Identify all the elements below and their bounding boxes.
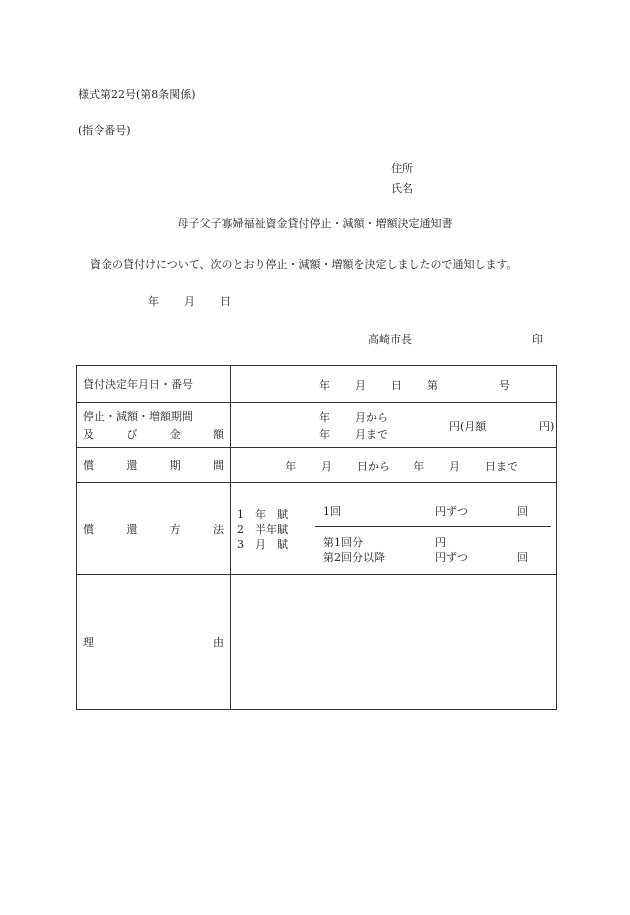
repay-to-year: 年 xyxy=(413,460,424,473)
date-month: 月 xyxy=(184,295,195,308)
decision-go: 号 xyxy=(499,379,510,392)
from-year: 年 xyxy=(319,411,330,424)
row-repayment-method xyxy=(77,483,557,575)
row-repayment-period xyxy=(77,448,557,483)
option-monthly: 3 月 賦 xyxy=(237,538,288,551)
repay-to-month: 月 xyxy=(449,460,460,473)
form-number: 様式第22号(第8条関係) xyxy=(78,88,196,101)
row-reason xyxy=(77,575,557,710)
row-decision-date xyxy=(77,366,557,403)
notice-table xyxy=(76,365,557,710)
installment-times: 回 xyxy=(517,505,528,518)
monthly-amount: 円(月額 xyxy=(449,420,487,433)
method-divider xyxy=(315,526,551,527)
name-label: 氏名 xyxy=(391,182,413,195)
mayor-title: 高崎市長 xyxy=(368,333,412,346)
installment-each: 円ずつ xyxy=(435,505,468,518)
label-repayment-period: 償 還 期 間 xyxy=(77,448,231,483)
option-annual: 1 年 賦 xyxy=(237,508,288,521)
seal-mark: 印 xyxy=(532,333,543,346)
decision-month: 月 xyxy=(355,379,366,392)
later-installment-times: 回 xyxy=(517,551,528,564)
date-year: 年 xyxy=(148,295,159,308)
decision-dai: 第 xyxy=(427,379,438,392)
label-period-amount: 停止・減額・増額期間 及 び 金 額 xyxy=(77,403,231,448)
later-installment-each: 円ずつ xyxy=(435,551,468,564)
from-month: 月から xyxy=(355,411,388,424)
installment-count: 1回 xyxy=(323,505,341,518)
row-period-amount xyxy=(77,403,557,448)
date-day: 日 xyxy=(220,295,231,308)
to-month: 月まで xyxy=(355,428,388,441)
repay-from-month: 月 xyxy=(321,460,332,473)
decision-day: 日 xyxy=(391,379,402,392)
label-repayment-method: 償 還 方 法 xyxy=(77,483,231,575)
option-semiannual: 2 半年賦 xyxy=(237,523,288,536)
later-installment-label: 第2回分以降 xyxy=(323,551,385,564)
first-installment-label: 第1回分 xyxy=(323,536,363,549)
address-label: 住所 xyxy=(391,162,413,175)
first-installment-yen: 円 xyxy=(435,536,446,549)
designation-number: (指令番号) xyxy=(78,124,131,137)
repay-from-year: 年 xyxy=(285,460,296,473)
label-decision-date: 貸付決定年月日・番号 xyxy=(77,366,231,403)
repay-to-day: 日まで xyxy=(485,460,518,473)
document-title: 母子父子寡婦福祉資金貸付停止・減額・増額決定通知書 xyxy=(177,217,453,230)
repay-from-day: 日から xyxy=(357,460,390,473)
body-text: 資金の貸付けについて、次のとおり停止・減額・増額を決定しましたので通知します。 xyxy=(90,258,518,271)
monthly-amount-end: 円) xyxy=(539,420,555,433)
label-reason: 理 由 xyxy=(77,575,231,710)
reason-field[interactable] xyxy=(231,575,557,710)
decision-year: 年 xyxy=(319,379,330,392)
to-year: 年 xyxy=(319,428,330,441)
